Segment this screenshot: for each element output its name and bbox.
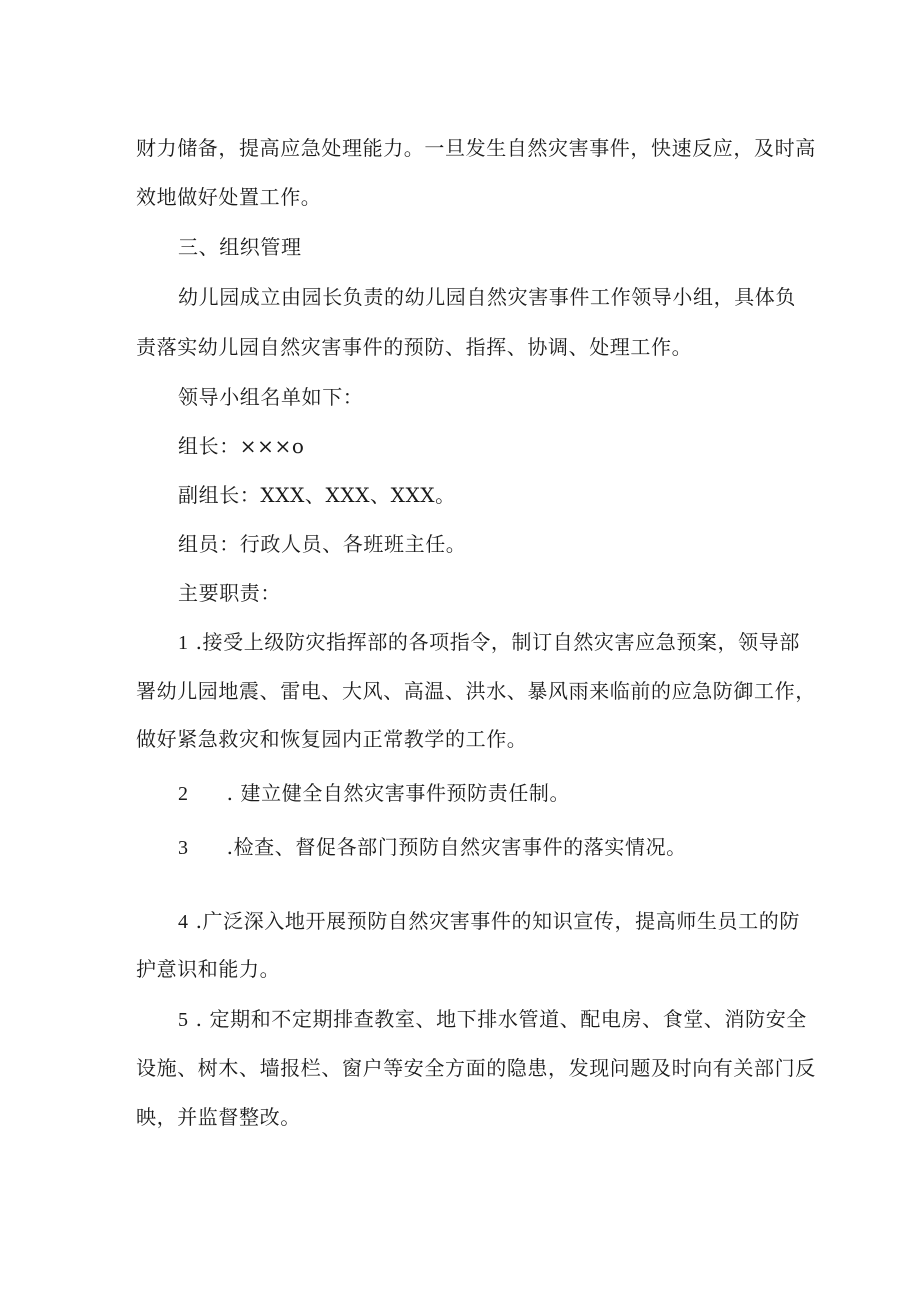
leader-line: 组长：×××o <box>178 434 305 458</box>
list-item-5-cont: 映，并监督整改。 <box>136 1105 301 1129</box>
list-item-1-cont: 做好紧急救灾和恢复园内正常教学的工作。 <box>136 727 528 751</box>
paragraph-line: 效地做好处置工作。 <box>136 185 322 209</box>
item-text: . 定期和不定期排查教室、地下排水管道、配电房、食堂、消防安全 <box>195 1007 807 1031</box>
list-item-4-cont: 护意识和能力。 <box>136 957 281 981</box>
deputy-line: 副组长：XXX、XXX、XXX。 <box>178 483 456 507</box>
item-number: 5 <box>178 1009 189 1031</box>
section-heading: 三、组织管理 <box>178 235 302 259</box>
paragraph-line: 财力储备，提高应急处理能力。一旦发生自然灾害事件，快速反应，及时高 <box>136 136 816 160</box>
item-number: 2 <box>178 783 189 805</box>
list-item-2 <box>178 779 570 808</box>
list-item-1-cont: 署幼儿园地震、雷电、大风、高温、洪水、暴风雨来临前的应急防御工作， <box>136 679 816 703</box>
paragraph-line: 领导小组名单如下： <box>178 385 364 409</box>
item-text: .检查、督促各部门预防自然灾害事件的落实情况。 <box>226 835 687 859</box>
list-item-4 <box>178 907 800 936</box>
item-number: 3 <box>178 837 189 859</box>
list-item-5 <box>178 1005 807 1034</box>
paragraph-line: 幼儿园成立由园长负责的幼儿园自然灾害事件工作领导小组，具体负 <box>178 285 796 309</box>
item-text: . 建立健全自然灾害事件预防责任制。 <box>226 781 571 805</box>
list-item-1 <box>178 628 800 657</box>
duties-heading: 主要职责： <box>178 581 281 605</box>
item-text: .接受上级防灾指挥部的各项指令，制订自然灾害应急预案，领导部 <box>195 630 800 654</box>
list-item-3 <box>178 833 687 862</box>
item-number: 1 <box>178 632 189 654</box>
members-line: 组员：行政人员、各班班主任。 <box>178 532 467 556</box>
item-number: 4 <box>178 911 189 933</box>
paragraph-line: 责落实幼儿园自然灾害事件的预防、指挥、协调、处理工作。 <box>136 335 693 359</box>
item-text: .广泛深入地开展预防自然灾害事件的知识宣传，提高师生员工的防 <box>195 909 800 933</box>
list-item-5-cont: 设施、树木、墙报栏、窗户等安全方面的隐患，发现问题及时向有关部门反 <box>136 1056 816 1080</box>
